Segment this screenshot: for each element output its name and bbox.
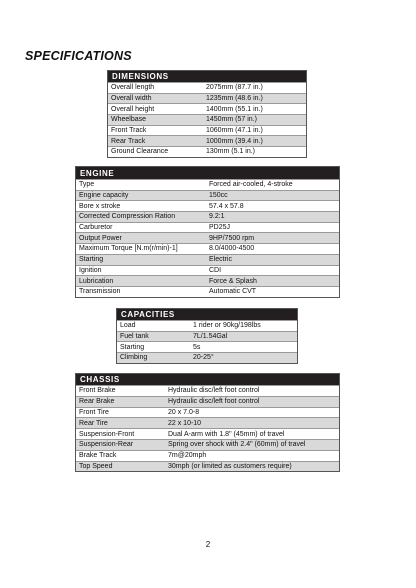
chassis-rows	[76, 385, 339, 471]
spec-label: Load	[120, 322, 136, 330]
table-row	[76, 385, 339, 396]
spec-value: Hydraulic disc/left foot control	[168, 387, 260, 395]
table-row	[108, 103, 306, 114]
table-row	[76, 461, 339, 472]
table-row	[76, 254, 339, 265]
spec-label: Carburetor	[79, 224, 113, 232]
spec-label: Climbing	[120, 354, 148, 362]
table-row	[76, 450, 339, 461]
capacities-header: CAPACITIES	[117, 309, 297, 320]
spec-label: Top Speed	[79, 462, 113, 470]
spec-value: Dual A-arm with 1.8" (45mm) of travel	[168, 430, 285, 438]
spec-label: Brake Track	[79, 452, 117, 460]
table-row	[76, 211, 339, 222]
spec-label: Transmission	[79, 288, 121, 296]
spec-label: Output Power	[79, 234, 122, 242]
capacities-rows	[117, 320, 297, 363]
chassis-table	[75, 373, 340, 472]
spec-label: Overall height	[111, 105, 155, 113]
spec-label: Rear Track	[111, 137, 146, 145]
spec-value: 57.4 x 57.8	[209, 202, 244, 210]
table-row	[76, 396, 339, 407]
spec-value: Force & Splash	[209, 277, 257, 285]
spec-value: Spring over shock with 2.4" (60mm) of travel	[168, 441, 306, 449]
table-row	[76, 275, 339, 286]
spec-value: 8.0/4000-4500	[209, 245, 255, 253]
spec-value: Automatic CVT	[209, 288, 257, 296]
capacities-table	[116, 308, 298, 364]
spec-value: 150cc	[209, 192, 228, 200]
chassis-header: CHASSIS	[76, 374, 339, 385]
table-row	[76, 286, 339, 297]
table-row	[76, 222, 339, 233]
spec-label: Front Track	[111, 127, 147, 135]
table-row	[76, 428, 339, 439]
table-row	[117, 331, 297, 342]
spec-label: Starting	[120, 343, 145, 351]
dimensions-table	[107, 70, 307, 158]
engine-rows	[76, 179, 339, 297]
spec-label: Wheelbase	[111, 116, 147, 124]
spec-value: 130mm (5.1 in.)	[206, 148, 256, 156]
spec-value: 7m@20mph	[168, 452, 207, 460]
spec-value: Forced air-cooled, 4-stroke	[209, 181, 293, 189]
table-row	[76, 179, 339, 190]
spec-label: Suspension-Front	[79, 430, 135, 438]
spec-value: 1060mm (47.1 in.)	[206, 127, 263, 135]
spec-value: 20 x 7.0-8	[168, 408, 200, 416]
dimensions-rows	[108, 82, 306, 157]
table-row	[76, 243, 339, 254]
spec-label: Rear Brake	[79, 398, 115, 406]
table-row	[76, 407, 339, 418]
spec-value: Hydraulic disc/left foot control	[168, 398, 260, 406]
spec-value: 5s	[193, 343, 201, 351]
spec-value: Electric	[209, 256, 232, 264]
page-title: SPECIFICATIONS	[25, 49, 132, 63]
spec-value: 9HP/7500 rpm	[209, 234, 255, 242]
spec-label: Suspension-Rear	[79, 441, 134, 449]
spec-label: Front Brake	[79, 387, 116, 395]
table-row	[76, 417, 339, 428]
spec-label: Type	[79, 181, 95, 189]
table-row	[76, 232, 339, 243]
spec-value: 7L/1.54Gal	[193, 333, 228, 341]
table-row	[108, 93, 306, 104]
spec-value: PD25J	[209, 224, 231, 232]
spec-label: Front Tire	[79, 408, 109, 416]
table-row	[108, 82, 306, 93]
engine-table	[75, 166, 340, 298]
spec-label: Engine capacity	[79, 192, 129, 200]
spec-value: 30mph (or limited as customers require)	[168, 462, 292, 470]
spec-label: Starting	[79, 256, 104, 264]
table-row	[76, 200, 339, 211]
table-row	[76, 190, 339, 201]
spec-value: 1450mm (57 in.)	[206, 116, 257, 124]
spec-value: 1400mm (55.1 in.)	[206, 105, 263, 113]
table-row	[108, 114, 306, 125]
spec-label: Corrected Compression Ration	[79, 213, 176, 221]
spec-value: 1000mm (39.4 in.)	[206, 137, 263, 145]
spec-value: 9.2:1	[209, 213, 225, 221]
spec-value: 20-25°	[193, 354, 214, 362]
page-number: 2	[205, 540, 211, 549]
spec-value: 2075mm (87.7 in.)	[206, 84, 263, 92]
spec-label: Fuel tank	[120, 333, 149, 341]
dimensions-header: DIMENSIONS	[108, 71, 306, 82]
table-row	[76, 265, 339, 276]
spec-label: Overall length	[111, 84, 155, 92]
table-row	[117, 341, 297, 352]
spec-label: Lubrication	[79, 277, 114, 285]
spec-label: Ground Clearance	[111, 148, 169, 156]
table-row	[117, 320, 297, 331]
spec-label: Overall width	[111, 95, 152, 103]
spec-label: Bore x stroke	[79, 202, 121, 210]
spec-value: 1235mm (48.6 in.)	[206, 95, 263, 103]
table-row	[117, 352, 297, 363]
spec-value: 1 rider or 90kg/198lbs	[193, 322, 261, 330]
spec-label: Rear Tire	[79, 419, 108, 427]
spec-value: CDI	[209, 266, 222, 274]
table-row	[108, 125, 306, 136]
spec-value: 22 x 10-10	[168, 419, 202, 427]
spec-label: Ignition	[79, 266, 102, 274]
spec-label: Maximum Torque [N.m(r/min)-1]	[79, 245, 178, 253]
table-row	[108, 135, 306, 146]
table-row	[76, 439, 339, 450]
engine-header: ENGINE	[76, 167, 339, 179]
table-row	[108, 146, 306, 157]
